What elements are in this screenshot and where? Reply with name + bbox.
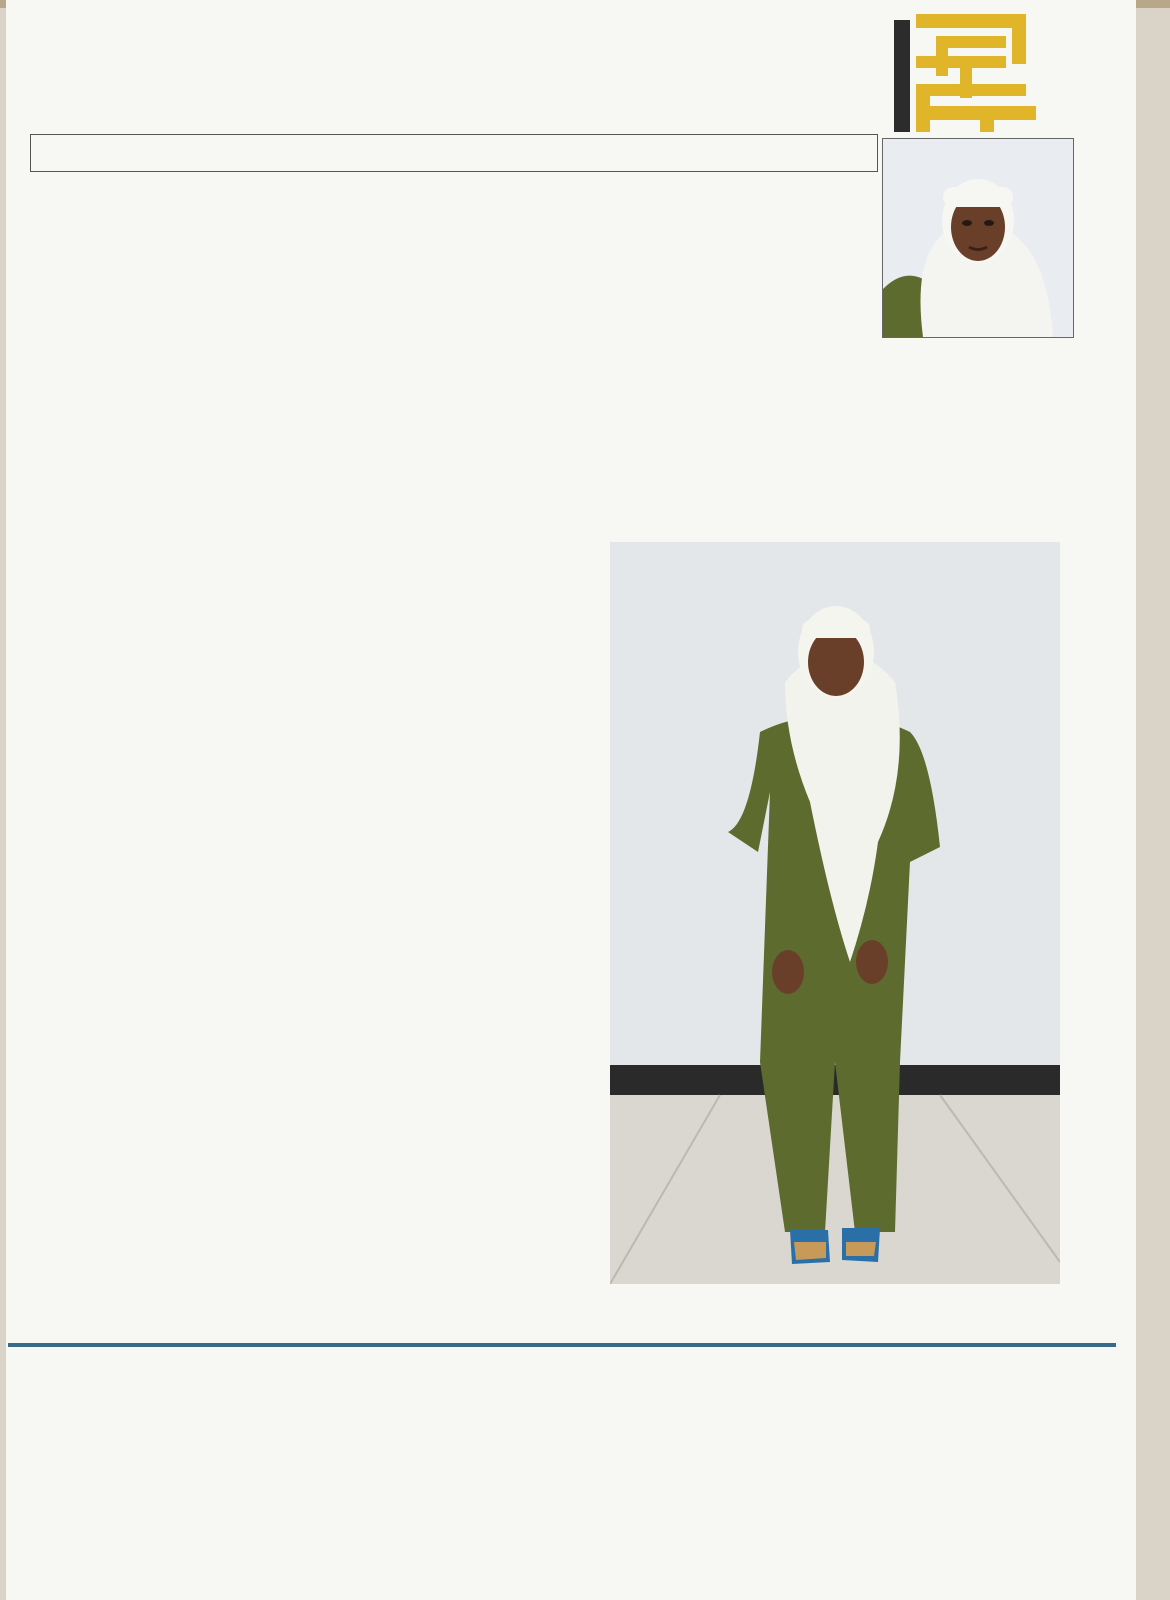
applicant-name <box>568 335 1098 369</box>
applicant-portrait-photo <box>882 138 1074 338</box>
company-logo <box>880 6 1060 134</box>
applicant-full-photo <box>610 542 1060 1284</box>
remarks-row <box>10 1310 1116 1344</box>
passport-section-header <box>568 369 1098 405</box>
form-title-row <box>30 134 878 172</box>
bottom-rule <box>8 1343 1116 1347</box>
